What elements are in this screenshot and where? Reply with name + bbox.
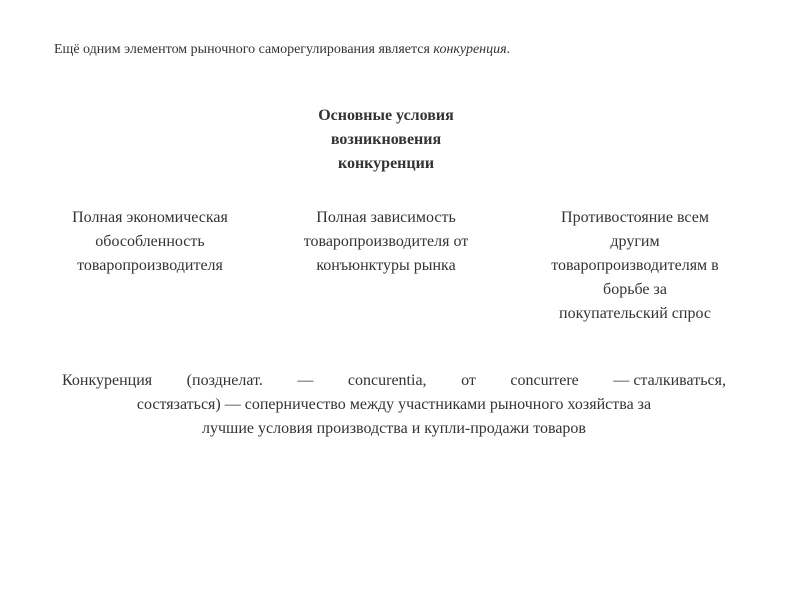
heading-line: конкуренции [337,155,435,172]
conditions-heading [270,104,502,176]
condition-line: покупательский спрос [559,305,711,322]
intro-text: Ещё одним элементом рыночного саморегулирования является [54,42,434,57]
condition-line: борьбе за [603,281,667,298]
heading-line: Основные условия [318,107,454,124]
definition-word: (позднелат. [186,372,263,389]
condition-line: Противостояние всем [561,209,709,226]
intro-end: . [506,42,511,57]
competition-definition [62,369,726,441]
condition-line: конъюнктуры рынка [316,257,456,274]
definition-word: — [297,372,314,389]
condition-line: товаропроизводителям в [551,257,719,274]
condition-line: обособленность [95,233,205,250]
definition-word: Конкуренция [62,372,153,389]
condition-line: Полная зависимость [316,209,456,226]
intro-sentence [54,41,754,59]
definition-line-2: состязаться) — соперничество между участниками рыночного хозяйства за [136,396,652,413]
condition-opposition [520,206,750,326]
definition-line-1 [62,369,726,393]
definition-word: concurrere [510,372,579,389]
intro-emphasis: конкуренция [433,42,507,57]
heading-line: возникновения [330,131,442,148]
condition-line: Полная экономическая [72,209,228,226]
definition-line-3: лучшие условия производства и купли-продажи товаров [202,420,586,437]
definition-word: concurentia, [347,372,427,389]
condition-market-dependence [270,206,502,278]
definition-word: — сталкиваться, [613,372,726,389]
condition-economic-separation [40,206,260,278]
condition-line: другим [610,233,660,250]
condition-line: товаропроизводителя [77,257,223,274]
definition-word: от [461,372,476,389]
condition-line: товаропроизводителя от [303,233,469,250]
